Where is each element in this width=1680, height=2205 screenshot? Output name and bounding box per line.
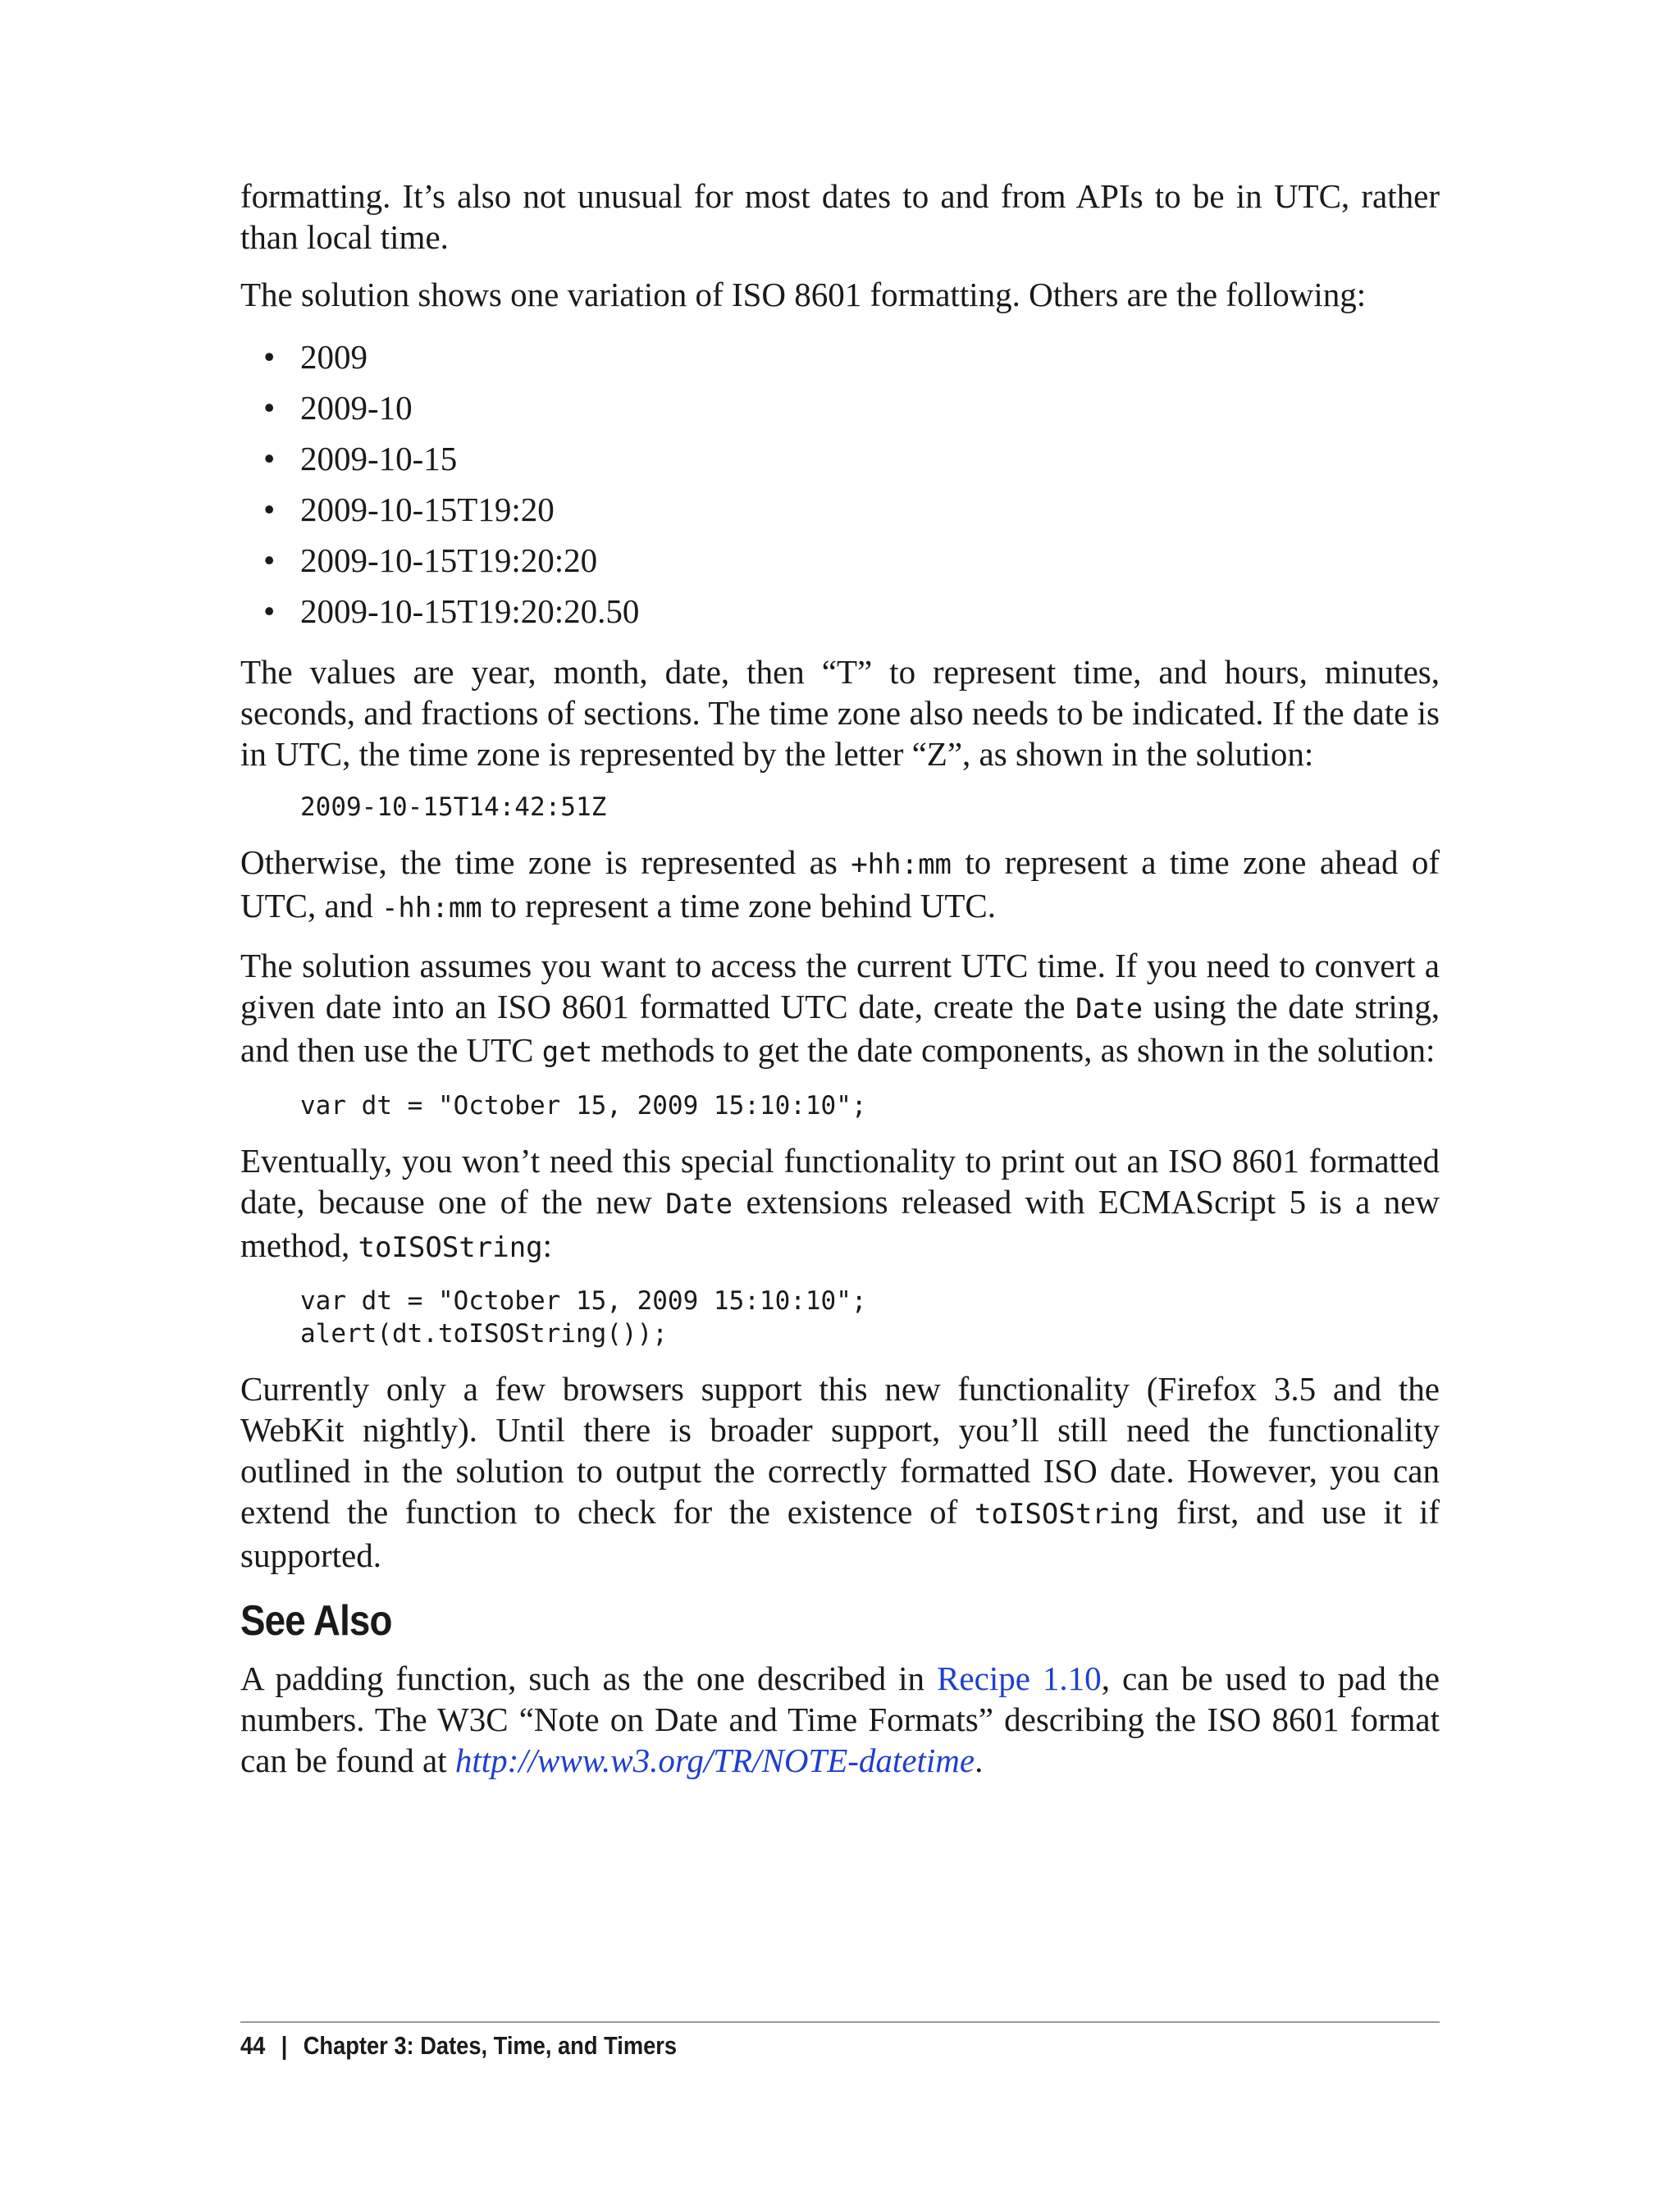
text-run: , can be used to pad the numbers. The W3C “Note on Date and Time Formats” describing the ISO 8601 format can be found at xyxy=(240,1659,1440,1779)
text-run: . xyxy=(975,1742,984,1779)
list-item-text: 2009-10 xyxy=(300,389,413,427)
page-content xyxy=(240,176,1440,1797)
list-item-text: 2009-10-15 xyxy=(300,440,458,477)
code-block-utc-example: 2009-10-15T14:42:51Z xyxy=(300,792,607,822)
inline-code: +hh:mm xyxy=(851,848,952,881)
text-run: Currently only a few browsers support this new functionality (Firefox 3.5 and the WebKit nightly). Until there is broader support, you’ll still need the functionality outlined in the solution to output the correctly formatted ISO date. However, you can extend the function to check for the existence of xyxy=(240,1370,1440,1531)
list-item xyxy=(240,382,1440,433)
paragraph-browser-support xyxy=(240,1368,1440,1576)
paragraph-convert xyxy=(240,945,1440,1073)
text-run: using the date string, and then use the UTC xyxy=(240,988,1440,1069)
inline-code: get xyxy=(541,1036,593,1069)
bullet-icon: • xyxy=(263,338,276,376)
text-run: A padding function, such as the one described in xyxy=(240,1659,938,1697)
page-footer xyxy=(240,2029,677,2062)
recipe-link[interactable]: Recipe 1.10 xyxy=(937,1659,1102,1697)
paragraph-eventually xyxy=(240,1140,1440,1268)
footer-divider xyxy=(240,2021,1440,2023)
text-run: extensions released with ECMAScript 5 is a new method, xyxy=(240,1183,1440,1264)
inline-code: toISOString xyxy=(358,1231,543,1264)
code-block-toisostring: var dt = "October 15, 2009 15:10:10"; alert(dt.toISOString()); xyxy=(300,1286,867,1349)
paragraph-values-text: The values are year, month, date, then “T” to represent time, and hours, minutes, seconds, and fractions of sections. The time zone also needs to be indicated. If the date is in UTC, the time zone is represented by the letter “Z”, as shown in the solution: xyxy=(240,653,1440,773)
paragraph-timezone xyxy=(240,842,1440,929)
list-item-text: 2009 xyxy=(300,338,368,376)
list-item xyxy=(240,433,1440,484)
page-number: 44 xyxy=(240,2031,266,2060)
section-heading: See Also xyxy=(240,1597,392,1645)
paragraph-see-also xyxy=(240,1658,1440,1781)
text-run: to represent a time zone behind UTC. xyxy=(482,887,996,924)
text-run: : xyxy=(542,1226,553,1264)
list-item xyxy=(240,535,1440,586)
bullet-icon: • xyxy=(263,541,276,579)
list-item xyxy=(240,586,1440,637)
paragraph-values xyxy=(240,651,1440,774)
list-item-text: 2009-10-15T19:20:20.50 xyxy=(300,592,640,630)
code-block-date-string: var dt = "October 15, 2009 15:10:10"; xyxy=(300,1091,867,1121)
list-item xyxy=(240,331,1440,382)
text-run: first, and use it if supported. xyxy=(240,1493,1440,1574)
bullet-icon: • xyxy=(263,592,276,630)
inline-code: toISOString xyxy=(975,1498,1160,1531)
text-run: The solution assumes you want to access the current UTC time. If you need to convert a given date into an ISO 8601 formatted UTC date, create the xyxy=(240,947,1440,1025)
text-run: Otherwise, the time zone is represented as xyxy=(240,843,851,881)
bullet-icon: • xyxy=(263,389,276,427)
inline-code: Date xyxy=(1075,993,1144,1025)
inline-code: Date xyxy=(665,1188,733,1221)
chapter-title: Chapter 3: Dates, Time, and Timers xyxy=(303,2031,678,2060)
paragraph-intro xyxy=(240,176,1440,258)
text-run: to represent a time zone ahead of UTC, and xyxy=(240,843,1440,924)
bullet-icon: • xyxy=(263,491,276,528)
bullet-icon: • xyxy=(263,440,276,477)
list-item-text: 2009-10-15T19:20:20 xyxy=(300,541,598,579)
iso-format-list xyxy=(240,331,1440,637)
inline-code: -hh:mm xyxy=(381,892,482,924)
text-run: Eventually, you won’t need this special functionality to print out an ISO 8601 formatted date, because one of the new xyxy=(240,1142,1440,1221)
text-run: methods to get the date components, as shown in the solution: xyxy=(592,1031,1436,1069)
paragraph-intro-text: formatting. It’s also not unusual for most dates to and from APIs to be in UTC, rather than local time. xyxy=(240,177,1440,256)
footer-separator: | xyxy=(281,2031,288,2060)
w3c-url-link[interactable]: http://www.w3.org/TR/NOTE-datetime xyxy=(454,1742,975,1779)
paragraph-variations xyxy=(240,274,1440,315)
paragraph-variations-text: The solution shows one variation of ISO 8601 formatting. Others are the following: xyxy=(240,276,1367,313)
list-item xyxy=(240,484,1440,535)
list-item-text: 2009-10-15T19:20 xyxy=(300,491,555,528)
